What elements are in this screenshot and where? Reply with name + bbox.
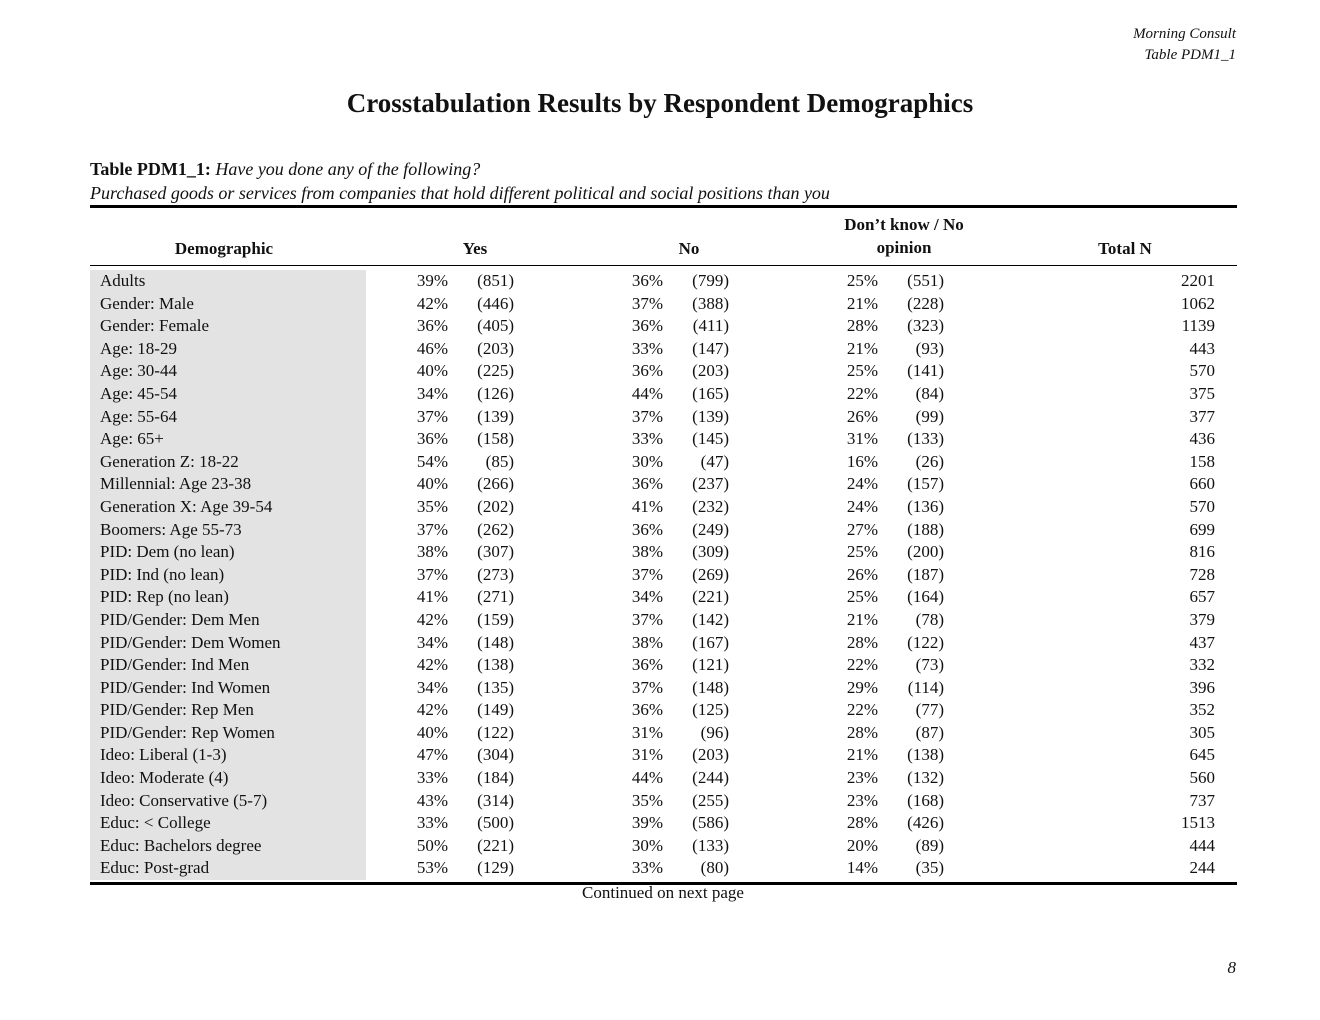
page-title: Crosstabulation Results by Respondent Demographics: [346, 88, 974, 118]
yes-percent: 42%: [416, 655, 448, 675]
no-count: (255): [692, 790, 729, 810]
dont-know-percent: 21%: [846, 745, 878, 765]
dont-know-percent: 26%: [846, 406, 878, 426]
yes-percent: 42%: [416, 700, 448, 720]
no-percent: 33%: [631, 338, 663, 358]
table-caption: [90, 157, 1237, 205]
no-count: (388): [692, 293, 729, 313]
dont-know-percent: 23%: [846, 790, 878, 810]
no-percent: 30%: [631, 451, 663, 471]
total-n: 437: [1189, 632, 1215, 652]
dont-know-percent: 22%: [846, 655, 878, 675]
header-total-n: Total N: [1098, 239, 1152, 258]
yes-count: (304): [477, 745, 514, 765]
yes-count: (262): [477, 519, 514, 539]
no-count: (586): [692, 813, 729, 833]
row-label: Age: 18-29: [100, 338, 177, 358]
total-n: 699: [1189, 519, 1215, 539]
no-count: (142): [692, 609, 729, 629]
no-percent: 30%: [631, 835, 663, 855]
dont-know-percent: 27%: [846, 519, 878, 539]
yes-count: (271): [477, 587, 514, 607]
no-percent: 36%: [631, 361, 663, 381]
dont-know-percent: 20%: [846, 835, 878, 855]
no-percent: 37%: [631, 293, 663, 313]
yes-count: (314): [477, 790, 514, 810]
no-count: (47): [700, 451, 729, 471]
row-label: Ideo: Moderate (4): [100, 768, 229, 788]
total-n: 305: [1189, 722, 1215, 742]
no-count: (80): [700, 858, 729, 878]
yes-count: (225): [477, 361, 514, 381]
row-label: Educ: Bachelors degree: [100, 835, 262, 855]
row-label: Gender: Female: [100, 316, 210, 336]
row-label: Educ: < College: [100, 813, 211, 833]
header-demographic: Demographic: [174, 239, 274, 258]
row-label: Ideo: Conservative (5-7): [100, 790, 268, 810]
total-n: 1062: [1181, 293, 1215, 313]
yes-percent: 47%: [416, 745, 448, 765]
yes-count: (148): [477, 632, 514, 652]
table-row: [90, 677, 1237, 700]
no-percent: 39%: [631, 813, 663, 833]
yes-percent: 40%: [416, 361, 448, 381]
yes-count: (405): [477, 316, 514, 336]
dont-know-count: (138): [907, 745, 944, 765]
dont-know-percent: 25%: [846, 587, 878, 607]
no-count: (244): [692, 768, 729, 788]
no-count: (165): [692, 383, 729, 403]
row-label: PID: Dem (no lean): [100, 542, 235, 562]
row-label: Generation Z: 18-22: [100, 451, 239, 471]
no-percent: 38%: [631, 632, 663, 652]
no-percent: 33%: [631, 858, 663, 878]
dont-know-count: (136): [907, 496, 944, 516]
yes-percent: 43%: [416, 790, 448, 810]
table-row: [90, 812, 1237, 835]
table-row: [90, 722, 1237, 745]
dont-know-percent: 28%: [846, 632, 878, 652]
total-n: 645: [1189, 745, 1215, 765]
no-count: (125): [692, 700, 729, 720]
row-label: PID: Ind (no lean): [100, 564, 225, 584]
no-count: (269): [692, 564, 729, 584]
yes-percent: 46%: [416, 338, 448, 358]
dont-know-count: (78): [915, 609, 944, 629]
yes-percent: 35%: [416, 496, 448, 516]
yes-count: (273): [477, 564, 514, 584]
table-row: [90, 293, 1237, 316]
dont-know-count: (187): [907, 564, 944, 584]
total-n: 657: [1189, 587, 1215, 607]
total-n: 332: [1189, 655, 1215, 675]
row-label: PID/Gender: Dem Men: [100, 609, 260, 629]
yes-percent: 37%: [416, 406, 448, 426]
row-label: Age: 45-54: [100, 383, 177, 403]
dont-know-count: (200): [907, 542, 944, 562]
no-percent: 36%: [631, 474, 663, 494]
table-row: [90, 383, 1237, 406]
total-n: 1513: [1181, 813, 1215, 833]
caption-question: Have you done any of the following?: [215, 159, 481, 179]
no-count: (145): [692, 429, 729, 449]
no-percent: 37%: [631, 406, 663, 426]
dont-know-percent: 21%: [846, 293, 878, 313]
yes-percent: 33%: [416, 813, 448, 833]
table-row: [90, 586, 1237, 609]
dont-know-count: (77): [915, 700, 944, 720]
total-n: 375: [1189, 383, 1215, 403]
no-percent: 36%: [631, 700, 663, 720]
table-row: [90, 496, 1237, 519]
total-n: 396: [1189, 677, 1215, 697]
no-count: (411): [692, 316, 729, 336]
total-n: 728: [1189, 564, 1215, 584]
table-row: [90, 744, 1237, 767]
no-percent: 44%: [631, 768, 663, 788]
dont-know-count: (26): [915, 451, 944, 471]
dont-know-percent: 22%: [846, 700, 878, 720]
yes-count: (139): [477, 406, 514, 426]
total-n: 379: [1189, 609, 1215, 629]
dont-know-count: (426): [907, 813, 944, 833]
no-percent: 35%: [631, 790, 663, 810]
no-count: (221): [692, 587, 729, 607]
yes-count: (138): [477, 655, 514, 675]
no-count: (121): [692, 655, 729, 675]
yes-count: (122): [477, 722, 514, 742]
yes-percent: 54%: [416, 451, 448, 471]
table-row: [90, 270, 1237, 293]
dont-know-count: (168): [907, 790, 944, 810]
table-row: [90, 473, 1237, 496]
dont-know-percent: 28%: [846, 722, 878, 742]
no-count: (232): [692, 496, 729, 516]
table-row: [90, 315, 1237, 338]
total-n: 158: [1189, 451, 1215, 471]
dont-know-count: (114): [907, 677, 944, 697]
yes-count: (851): [477, 271, 514, 290]
table-row: [90, 541, 1237, 564]
dont-know-percent: 21%: [846, 338, 878, 358]
total-n: 436: [1189, 429, 1215, 449]
row-label: Age: 65+: [100, 429, 164, 449]
no-count: (203): [692, 745, 729, 765]
table-row: [90, 406, 1237, 429]
dont-know-percent: 26%: [846, 564, 878, 584]
no-count: (203): [692, 361, 729, 381]
total-n: 244: [1189, 858, 1215, 878]
yes-count: (158): [477, 429, 514, 449]
table-row: [90, 857, 1237, 880]
row-label: Age: 30-44: [100, 361, 177, 381]
yes-count: (307): [477, 542, 514, 562]
dont-know-percent: 24%: [846, 496, 878, 516]
yes-count: (149): [477, 700, 514, 720]
total-n: 444: [1189, 835, 1215, 855]
table-row: [90, 564, 1237, 587]
yes-count: (159): [477, 609, 514, 629]
no-percent: 37%: [631, 609, 663, 629]
dont-know-percent: 31%: [846, 429, 878, 449]
yes-percent: 40%: [416, 474, 448, 494]
row-label: Gender: Male: [100, 293, 194, 313]
total-n: 377: [1189, 406, 1215, 426]
dont-know-count: (228): [907, 293, 944, 313]
no-percent: 37%: [631, 564, 663, 584]
no-percent: 36%: [631, 271, 663, 290]
dont-know-percent: 25%: [846, 361, 878, 381]
dont-know-percent: 25%: [846, 542, 878, 562]
dont-know-percent: 24%: [846, 474, 878, 494]
row-label: Boomers: Age 55-73: [100, 519, 242, 539]
dont-know-percent: 21%: [846, 609, 878, 629]
yes-percent: 40%: [416, 722, 448, 742]
table-body: [90, 266, 1237, 882]
table-row: [90, 632, 1237, 655]
table-row: [90, 835, 1237, 858]
table-row: [90, 428, 1237, 451]
yes-percent: 34%: [416, 632, 448, 652]
table-row: [90, 338, 1237, 361]
row-label: PID: Rep (no lean): [100, 587, 229, 607]
no-count: (148): [692, 677, 729, 697]
row-label: PID/Gender: Rep Men: [100, 700, 254, 720]
row-label: PID/Gender: Dem Women: [100, 632, 281, 652]
dont-know-count: (35): [915, 858, 944, 878]
no-percent: 38%: [631, 542, 663, 562]
row-label: Age: 55-64: [100, 406, 177, 426]
yes-percent: 36%: [416, 316, 448, 336]
no-percent: 37%: [631, 677, 663, 697]
no-percent: 41%: [631, 496, 663, 516]
no-percent: 31%: [631, 722, 663, 742]
page-header: [1133, 24, 1236, 66]
dont-know-count: (141): [907, 361, 944, 381]
no-count: (799): [692, 271, 729, 290]
row-label: Generation X: Age 39-54: [100, 496, 273, 516]
continued-note: Continued on next page: [582, 883, 744, 902]
total-n: 560: [1189, 768, 1215, 788]
table-row: [90, 609, 1237, 632]
yes-percent: 36%: [416, 429, 448, 449]
yes-percent: 42%: [416, 293, 448, 313]
row-label: Ideo: Liberal (1-3): [100, 745, 227, 765]
header-no: No: [678, 239, 700, 258]
row-label: PID/Gender: Rep Women: [100, 722, 275, 742]
yes-count: (266): [477, 474, 514, 494]
row-label: PID/Gender: Ind Women: [100, 677, 271, 697]
total-n: 352: [1189, 700, 1215, 720]
header-dont-know-line2: opinion: [876, 238, 932, 257]
caption-label: Table PDM1_1:: [90, 159, 211, 179]
table-row: [90, 790, 1237, 813]
dont-know-percent: 14%: [846, 858, 878, 878]
dont-know-count: (133): [907, 429, 944, 449]
total-n: 2201: [1181, 271, 1215, 290]
yes-count: (500): [477, 813, 514, 833]
row-label: PID/Gender: Ind Men: [100, 655, 250, 675]
dont-know-percent: 22%: [846, 383, 878, 403]
header-dont-know-line1: Don’t know / No: [844, 215, 964, 234]
total-n: 570: [1189, 496, 1215, 516]
dont-know-count: (73): [915, 655, 944, 675]
dont-know-percent: 23%: [846, 768, 878, 788]
page-number: 8: [1227, 958, 1236, 977]
dont-know-count: (323): [907, 316, 944, 336]
yes-percent: 33%: [416, 768, 448, 788]
no-count: (96): [700, 722, 729, 742]
no-percent: 31%: [631, 745, 663, 765]
crosstab-table: [90, 205, 1237, 885]
row-label: Adults: [100, 271, 146, 290]
no-count: (237): [692, 474, 729, 494]
dont-know-count: (132): [907, 768, 944, 788]
dont-know-count: (188): [907, 519, 944, 539]
yes-count: (184): [477, 768, 514, 788]
dont-know-count: (93): [915, 338, 944, 358]
row-label: Millennial: Age 23-38: [100, 474, 252, 494]
yes-percent: 37%: [416, 519, 448, 539]
row-label: Educ: Post-grad: [100, 858, 210, 878]
yes-percent: 37%: [416, 564, 448, 584]
yes-count: (85): [485, 451, 514, 471]
no-count: (147): [692, 338, 729, 358]
dont-know-percent: 25%: [846, 271, 878, 290]
table-row: [90, 767, 1237, 790]
no-percent: 34%: [631, 587, 663, 607]
header-yes: Yes: [462, 239, 488, 258]
yes-count: (446): [477, 293, 514, 313]
yes-count: (129): [477, 858, 514, 878]
yes-count: (202): [477, 496, 514, 516]
dont-know-count: (87): [915, 722, 944, 742]
yes-percent: 50%: [416, 835, 448, 855]
yes-percent: 53%: [416, 858, 448, 878]
no-percent: 36%: [631, 316, 663, 336]
dont-know-count: (84): [915, 383, 944, 403]
no-count: (167): [692, 632, 729, 652]
no-percent: 44%: [631, 383, 663, 403]
table-row: [90, 360, 1237, 383]
org-name: Morning Consult: [1133, 26, 1236, 42]
no-count: (309): [692, 542, 729, 562]
table-row: [90, 699, 1237, 722]
table-row: [90, 451, 1237, 474]
no-count: (249): [692, 519, 729, 539]
yes-percent: 38%: [416, 542, 448, 562]
dont-know-count: (99): [915, 406, 944, 426]
total-n: 816: [1189, 542, 1215, 562]
no-count: (133): [692, 835, 729, 855]
dont-know-count: (122): [907, 632, 944, 652]
caption-subquestion: Purchased goods or services from companies that hold different political and social positions than you: [90, 183, 830, 203]
no-percent: 36%: [631, 655, 663, 675]
total-n: 737: [1189, 790, 1215, 810]
yes-percent: 42%: [416, 609, 448, 629]
yes-percent: 34%: [416, 383, 448, 403]
table-header: [90, 208, 1237, 265]
yes-percent: 39%: [416, 271, 448, 290]
yes-percent: 41%: [416, 587, 448, 607]
dont-know-percent: 28%: [846, 813, 878, 833]
yes-count: (126): [477, 383, 514, 403]
no-percent: 33%: [631, 429, 663, 449]
table-row: [90, 519, 1237, 542]
yes-percent: 34%: [416, 677, 448, 697]
no-percent: 36%: [631, 519, 663, 539]
yes-count: (221): [477, 835, 514, 855]
dont-know-percent: 16%: [846, 451, 878, 471]
dont-know-count: (551): [907, 271, 944, 290]
table-id: Table PDM1_1: [1144, 47, 1236, 63]
total-n: 660: [1189, 474, 1215, 494]
dont-know-count: (89): [915, 835, 944, 855]
dont-know-percent: 28%: [846, 316, 878, 336]
total-n: 1139: [1181, 316, 1215, 336]
table-row: [90, 654, 1237, 677]
no-count: (139): [692, 406, 729, 426]
yes-count: (135): [477, 677, 514, 697]
total-n: 443: [1189, 338, 1215, 358]
dont-know-percent: 29%: [846, 677, 878, 697]
total-n: 570: [1189, 361, 1215, 381]
dont-know-count: (157): [907, 474, 944, 494]
header-dont-know: [814, 213, 994, 259]
dont-know-count: (164): [907, 587, 944, 607]
yes-count: (203): [477, 338, 514, 358]
